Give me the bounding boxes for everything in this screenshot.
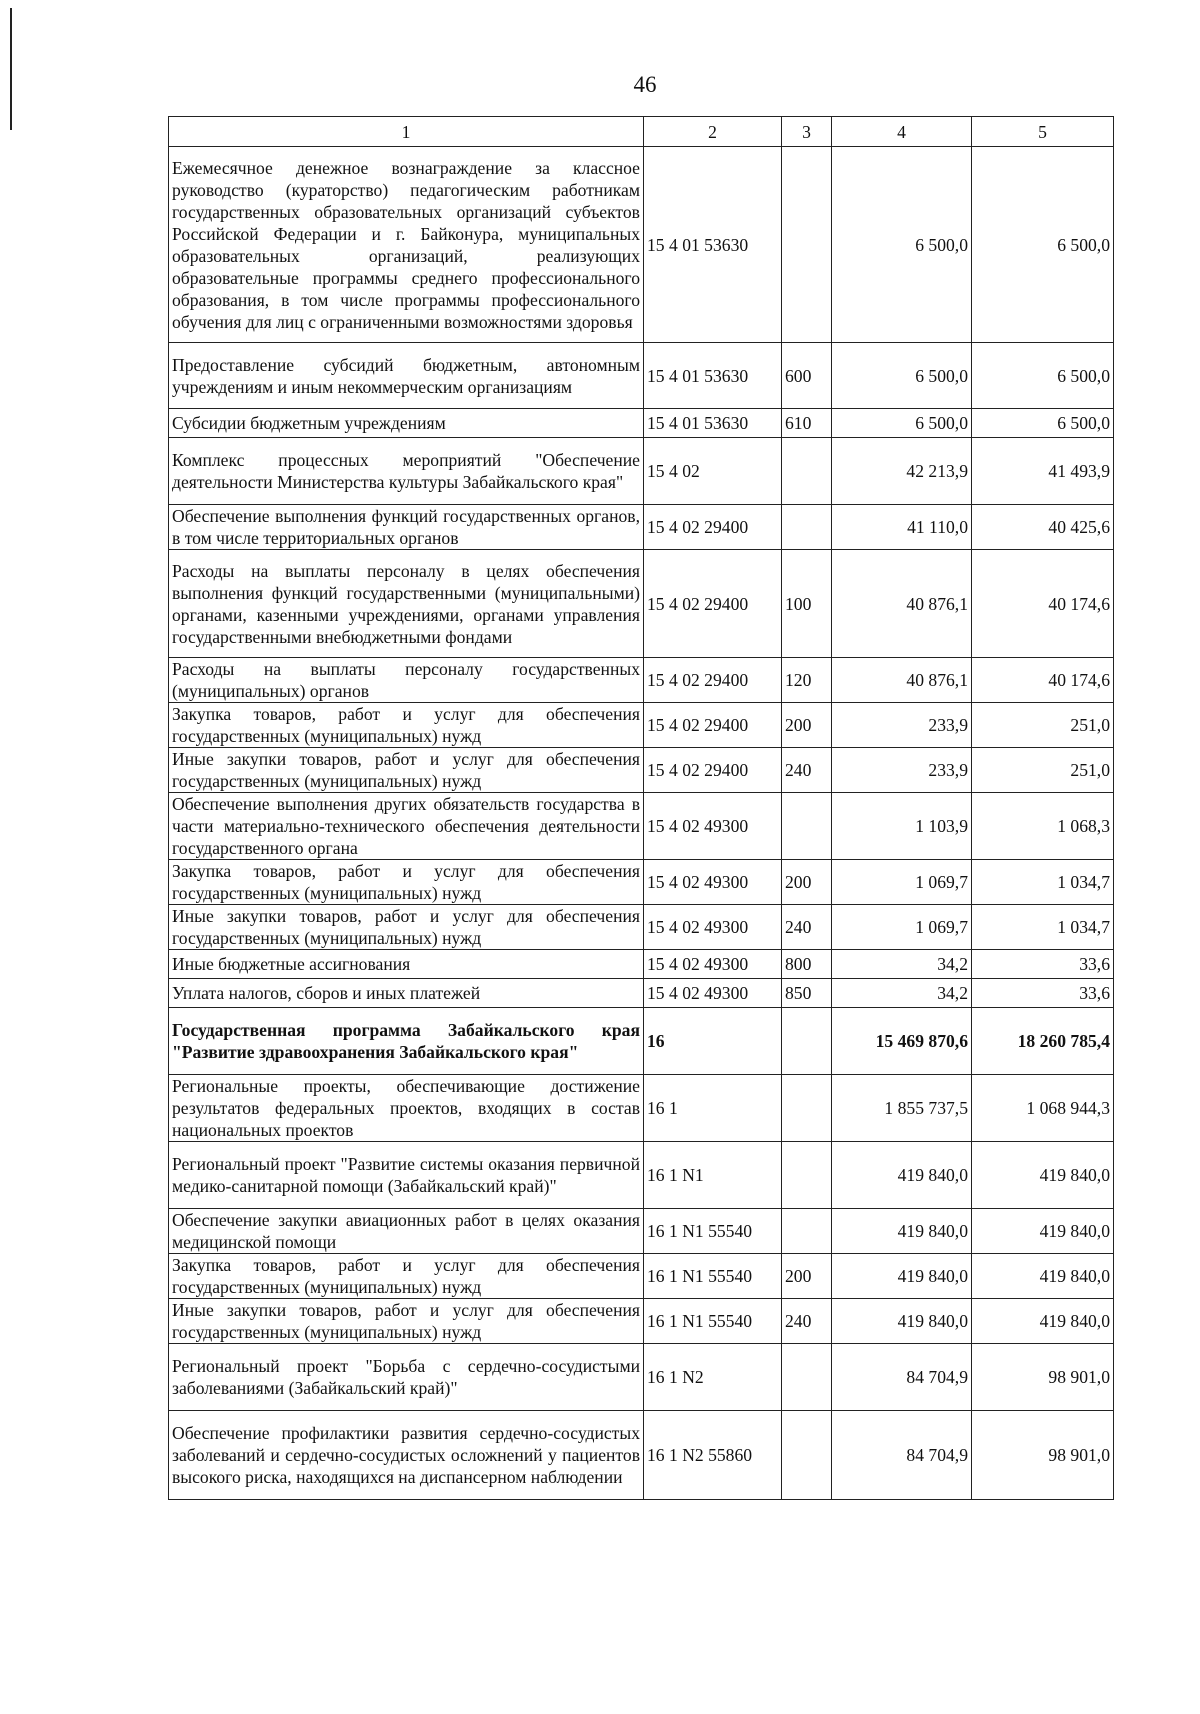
table-row <box>169 1008 1114 1075</box>
column-header-4: 4 <box>832 117 972 147</box>
table-row <box>169 505 1114 550</box>
table-row <box>169 1299 1114 1344</box>
row-value-col5: 1 068,3 <box>972 793 1114 860</box>
row-type <box>782 505 832 550</box>
row-code: 15 4 02 <box>644 438 782 505</box>
row-value-col5: 6 500,0 <box>972 147 1114 343</box>
row-name: Комплекс процессных мероприятий "Обеспечение деятельности Министерства культуры Забайкальского края" <box>169 438 644 505</box>
table-row <box>169 658 1114 703</box>
row-value-col5: 98 901,0 <box>972 1344 1114 1411</box>
table-row <box>169 905 1114 950</box>
row-name: Ежемесячное денежное вознаграждение за классное руководство (кураторство) педагогическим работникам государственных образовательных организаций субъектов Российской Федерации и г. Байконура, муниципальных образовательных организаций, реализующих образовательные программы среднего профессионального образования, в том числе программы профессионального обучения для лиц с ограниченными возможностями здоровья <box>169 147 644 343</box>
row-type: 610 <box>782 409 832 438</box>
row-type: 850 <box>782 979 832 1008</box>
row-value-col4: 1 069,7 <box>832 860 972 905</box>
row-name: Региональный проект "Борьба с сердечно-сосудистыми заболеваниями (Забайкальский край)" <box>169 1344 644 1411</box>
row-name: Расходы на выплаты персоналу в целях обеспечения выполнения функций государственными (муниципальными) органами, казенными учреждениями, органами управления государственными внебюджетными фондами <box>169 550 644 658</box>
row-value-col4: 40 876,1 <box>832 658 972 703</box>
row-name: Государственная программа Забайкальского края "Развитие здравоохранения Забайкальского края" <box>169 1008 644 1075</box>
table-row <box>169 1344 1114 1411</box>
row-name: Обеспечение выполнения других обязательств государства в части материально-технического обеспечения деятельности государственного органа <box>169 793 644 860</box>
row-name: Региональный проект "Развитие системы оказания первичной медико-санитарной помощи (Забайкальский край)" <box>169 1142 644 1209</box>
row-value-col4: 42 213,9 <box>832 438 972 505</box>
row-value-col5: 1 034,7 <box>972 860 1114 905</box>
table-row <box>169 1411 1114 1500</box>
row-value-col4: 15 469 870,6 <box>832 1008 972 1075</box>
table-body <box>169 147 1114 1500</box>
table-row <box>169 979 1114 1008</box>
table-row <box>169 1254 1114 1299</box>
row-name: Обеспечение закупки авиационных работ в целях оказания медицинской помощи <box>169 1209 644 1254</box>
row-code: 15 4 02 29400 <box>644 550 782 658</box>
row-type: 240 <box>782 748 832 793</box>
row-value-col5: 1 068 944,3 <box>972 1075 1114 1142</box>
row-type <box>782 1209 832 1254</box>
row-value-col4: 233,9 <box>832 748 972 793</box>
row-value-col5: 18 260 785,4 <box>972 1008 1114 1075</box>
row-name: Закупка товаров, работ и услуг для обеспечения государственных (муниципальных) нужд <box>169 703 644 748</box>
row-value-col5: 40 425,6 <box>972 505 1114 550</box>
row-code: 15 4 02 49300 <box>644 950 782 979</box>
row-value-col4: 419 840,0 <box>832 1142 972 1209</box>
row-value-col5: 6 500,0 <box>972 409 1114 438</box>
row-type <box>782 793 832 860</box>
row-code: 15 4 02 29400 <box>644 748 782 793</box>
row-code: 16 <box>644 1008 782 1075</box>
row-value-col4: 6 500,0 <box>832 409 972 438</box>
row-value-col5: 41 493,9 <box>972 438 1114 505</box>
row-value-col5: 33,6 <box>972 950 1114 979</box>
table-row <box>169 409 1114 438</box>
table-row <box>169 1142 1114 1209</box>
binding-edge-line <box>10 8 12 130</box>
row-value-col5: 98 901,0 <box>972 1411 1114 1500</box>
row-value-col4: 6 500,0 <box>832 147 972 343</box>
table-row <box>169 748 1114 793</box>
table-row <box>169 860 1114 905</box>
row-name: Региональные проекты, обеспечивающие достижение результатов федеральных проектов, входящих в состав национальных проектов <box>169 1075 644 1142</box>
row-code: 15 4 01 53630 <box>644 343 782 409</box>
row-code: 16 1 N2 <box>644 1344 782 1411</box>
row-type: 200 <box>782 860 832 905</box>
row-value-col5: 419 840,0 <box>972 1254 1114 1299</box>
row-code: 15 4 02 49300 <box>644 905 782 950</box>
row-type: 240 <box>782 905 832 950</box>
row-type <box>782 147 832 343</box>
row-value-col4: 34,2 <box>832 979 972 1008</box>
page-number: 46 <box>633 72 657 97</box>
row-value-col4: 419 840,0 <box>832 1209 972 1254</box>
row-type <box>782 1075 832 1142</box>
budget-table <box>168 116 1114 1500</box>
row-name: Обеспечение выполнения функций государственных органов, в том числе территориальных органов <box>169 505 644 550</box>
row-code: 16 1 N1 55540 <box>644 1209 782 1254</box>
row-value-col5: 251,0 <box>972 748 1114 793</box>
row-value-col4: 1 855 737,5 <box>832 1075 972 1142</box>
table-row <box>169 703 1114 748</box>
row-value-col5: 419 840,0 <box>972 1299 1114 1344</box>
row-name: Закупка товаров, работ и услуг для обеспечения государственных (муниципальных) нужд <box>169 860 644 905</box>
row-value-col4: 1 069,7 <box>832 905 972 950</box>
row-value-col5: 40 174,6 <box>972 658 1114 703</box>
row-type <box>782 1008 832 1075</box>
row-name: Расходы на выплаты персоналу государственных (муниципальных) органов <box>169 658 644 703</box>
row-code: 15 4 01 53630 <box>644 409 782 438</box>
column-header-2: 2 <box>644 117 782 147</box>
table-row <box>169 1075 1114 1142</box>
row-code: 15 4 02 29400 <box>644 658 782 703</box>
row-code: 15 4 02 49300 <box>644 979 782 1008</box>
row-code: 15 4 02 29400 <box>644 703 782 748</box>
row-code: 16 1 N1 55540 <box>644 1299 782 1344</box>
row-value-col4: 1 103,9 <box>832 793 972 860</box>
row-value-col4: 41 110,0 <box>832 505 972 550</box>
row-code: 15 4 01 53630 <box>644 147 782 343</box>
row-type: 240 <box>782 1299 832 1344</box>
row-type <box>782 1411 832 1500</box>
row-name: Закупка товаров, работ и услуг для обеспечения государственных (муниципальных) нужд <box>169 1254 644 1299</box>
row-value-col5: 6 500,0 <box>972 343 1114 409</box>
row-value-col4: 40 876,1 <box>832 550 972 658</box>
row-type: 200 <box>782 1254 832 1299</box>
row-value-col4: 233,9 <box>832 703 972 748</box>
column-header-3: 3 <box>782 117 832 147</box>
row-type <box>782 1344 832 1411</box>
row-name: Иные закупки товаров, работ и услуг для обеспечения государственных (муниципальных) нужд <box>169 1299 644 1344</box>
row-code: 15 4 02 49300 <box>644 793 782 860</box>
table-row <box>169 550 1114 658</box>
row-name: Уплата налогов, сборов и иных платежей <box>169 979 644 1008</box>
table-row <box>169 793 1114 860</box>
table-row <box>169 438 1114 505</box>
table-header-row <box>169 117 1114 147</box>
row-code: 16 1 N1 <box>644 1142 782 1209</box>
row-name: Обеспечение профилактики развития сердечно-сосудистых заболеваний и сердечно-сосудистых осложнений у пациентов высокого риска, находящихся на диспансерном наблюдении <box>169 1411 644 1500</box>
row-code: 16 1 <box>644 1075 782 1142</box>
row-type <box>782 438 832 505</box>
table-row <box>169 147 1114 343</box>
row-code: 16 1 N2 55860 <box>644 1411 782 1500</box>
row-name: Иные бюджетные ассигнования <box>169 950 644 979</box>
row-type: 800 <box>782 950 832 979</box>
row-name: Иные закупки товаров, работ и услуг для обеспечения государственных (муниципальных) нужд <box>169 748 644 793</box>
row-type: 600 <box>782 343 832 409</box>
column-header-5: 5 <box>972 117 1114 147</box>
row-value-col4: 419 840,0 <box>832 1254 972 1299</box>
row-value-col5: 251,0 <box>972 703 1114 748</box>
row-value-col5: 419 840,0 <box>972 1142 1114 1209</box>
row-type: 200 <box>782 703 832 748</box>
row-name: Субсидии бюджетным учреждениям <box>169 409 644 438</box>
table-row <box>169 343 1114 409</box>
row-code: 15 4 02 29400 <box>644 505 782 550</box>
row-name: Иные закупки товаров, работ и услуг для обеспечения государственных (муниципальных) нужд <box>169 905 644 950</box>
row-value-col4: 84 704,9 <box>832 1411 972 1500</box>
row-value-col4: 6 500,0 <box>832 343 972 409</box>
row-value-col4: 34,2 <box>832 950 972 979</box>
table-row <box>169 950 1114 979</box>
row-value-col5: 33,6 <box>972 979 1114 1008</box>
column-header-1: 1 <box>169 117 644 147</box>
row-type <box>782 1142 832 1209</box>
row-type: 120 <box>782 658 832 703</box>
row-value-col4: 419 840,0 <box>832 1299 972 1344</box>
table-row <box>169 1209 1114 1254</box>
row-name: Предоставление субсидий бюджетным, автономным учреждениям и иным некоммерческим организациям <box>169 343 644 409</box>
row-type: 100 <box>782 550 832 658</box>
row-value-col5: 419 840,0 <box>972 1209 1114 1254</box>
row-code: 15 4 02 49300 <box>644 860 782 905</box>
row-value-col4: 84 704,9 <box>832 1344 972 1411</box>
row-code: 16 1 N1 55540 <box>644 1254 782 1299</box>
row-value-col5: 1 034,7 <box>972 905 1114 950</box>
row-value-col5: 40 174,6 <box>972 550 1114 658</box>
